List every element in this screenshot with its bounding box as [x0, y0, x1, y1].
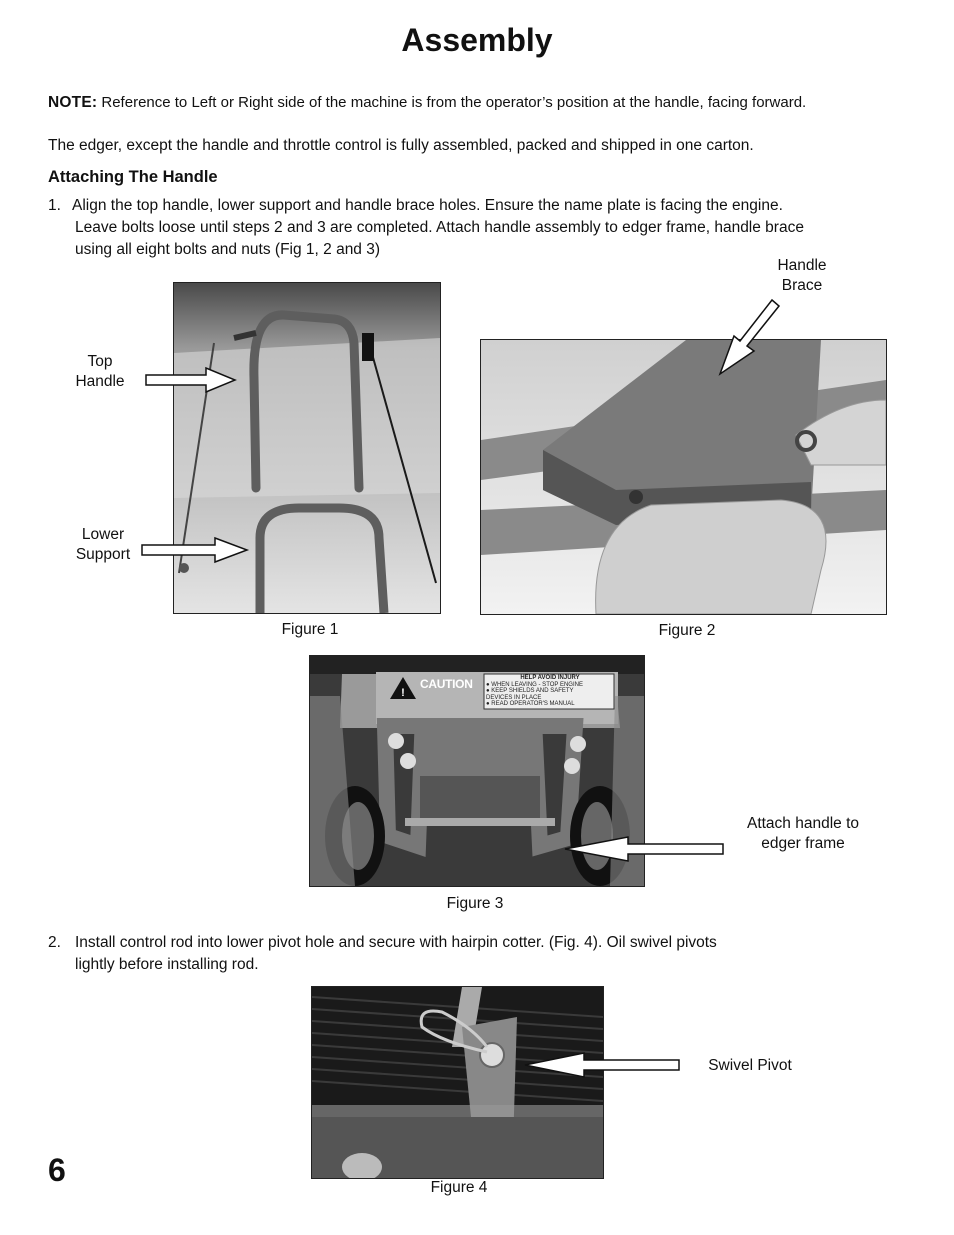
attach-handle-label: Attach handle to edger frame [746, 815, 860, 852]
figure-2-photo [480, 339, 887, 615]
handle-brace-label: Handle Brace [777, 257, 827, 294]
caution-decal-details: HELP AVOID INJURY ● WHEN LEAVING - STOP ENGINE ● KEEP SHIELDS AND SAFETY DEVICES IN PLACE ● READ OPERATOR'S MANUAL [486, 675, 583, 707]
caution-decal-text: CAUTION [420, 677, 473, 691]
step-number: 1. [48, 197, 61, 214]
figure-2-caption: Figure 2 [658, 622, 716, 639]
figure-4-photo [311, 986, 604, 1179]
figure-4-caption: Figure 4 [430, 1179, 488, 1196]
top-handle-label: Top Handle [75, 353, 125, 390]
step-2 [48, 932, 908, 978]
step-line: Align the top handle, lower support and handle brace holes. Ensure the name plate is facing the engine. [72, 197, 783, 214]
note [48, 94, 908, 112]
step-line: lightly before installing rod. [75, 956, 259, 973]
arrow-icon [140, 536, 250, 564]
section-heading: Attaching The Handle [48, 168, 218, 186]
arrow-icon [522, 1051, 682, 1079]
arrow-icon [144, 366, 238, 394]
intro-paragraph: The edger, except the handle and throttle control is fully assembled, packed and shipped in one carton. [48, 137, 754, 154]
page-title: Assembly [401, 22, 553, 58]
step-line: using all eight bolts and nuts (Fig 1, 2 and 3) [75, 241, 381, 258]
arrow-icon [562, 835, 726, 863]
step-line: Leave bolts loose until steps 2 and 3 are completed. Attach handle assembly to edger frame, handle brace [75, 219, 804, 236]
step-1 [48, 195, 908, 265]
page-number: 6 [48, 1152, 66, 1188]
step-line: Install control rod into lower pivot hole and secure with hairpin cotter. (Fig. 4). Oil swivel pivots [75, 934, 717, 951]
swivel-pivot-label: Swivel Pivot [708, 1057, 792, 1074]
lower-support-label: Lower Support [75, 526, 131, 563]
note-text: Reference to Left or Right side of the machine is from the operator’s position at the handle, facing forward. [97, 94, 807, 111]
note-label: NOTE: [48, 94, 98, 111]
figure-1-caption: Figure 1 [281, 621, 339, 638]
arrow-icon [716, 298, 780, 378]
figure-3-caption: Figure 3 [446, 895, 504, 912]
svg-text:!: ! [401, 687, 405, 699]
step-number: 2. [48, 934, 61, 951]
figure-1-photo [173, 282, 441, 614]
